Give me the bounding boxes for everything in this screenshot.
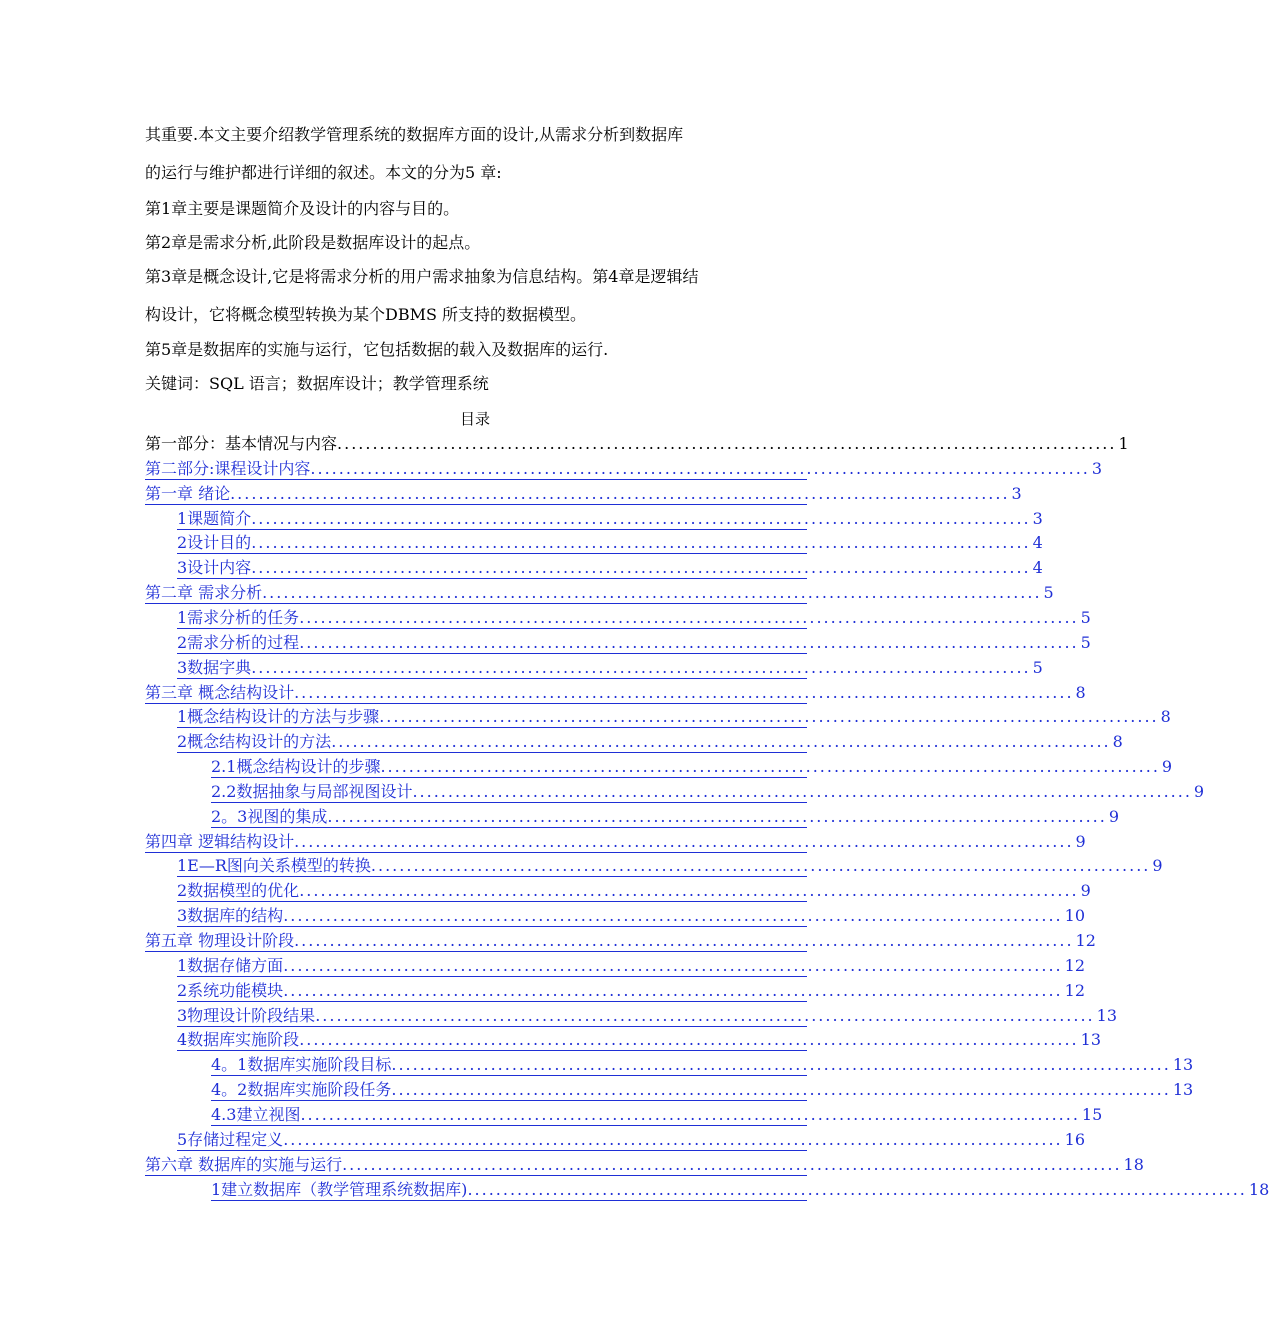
toc-entry[interactable]: [177, 879, 1091, 902]
toc-entry[interactable]: [177, 1028, 1101, 1051]
body-paragraph-line: 其重要.本文主要介绍教学管理系统的数据库方面的设计,从需求分析到数据库: [145, 125, 684, 144]
toc-entry-page-number: 5: [1080, 632, 1091, 652]
toc-entry-label: 1概念结构设计的方法与步骤: [177, 707, 380, 727]
toc-entry-leader-dots: ..............................................................................................................: [283, 906, 1063, 926]
toc-entry-label: 1数据存储方面: [177, 955, 284, 975]
toc-entry-page-number: 12: [1075, 931, 1096, 950]
toc-entry-leader-dots: ..............................................................................................................: [331, 732, 1111, 752]
toc-entry-label: 4。2数据库实施阶段任务: [211, 1080, 392, 1100]
toc-entry-page-number: 16: [1064, 1129, 1085, 1149]
toc-entry-leader-dots: ..............................................................................................................: [412, 781, 1192, 801]
toc-entry-page-number: 8: [1112, 732, 1123, 752]
toc-entry[interactable]: [177, 556, 1043, 579]
toc-entry-page-number: 3: [1091, 458, 1103, 478]
toc-entry-page-number: 18: [1248, 1179, 1269, 1199]
toc-entry-leader-dots: ..............................................................................................................: [380, 757, 1160, 777]
toc-entry-page-number: 8: [1075, 682, 1086, 702]
toc-entry[interactable]: [145, 929, 1096, 952]
toc-entry[interactable]: [177, 507, 1043, 530]
toc-entry-label: 第五章 物理设计阶段: [145, 931, 295, 950]
toc-entry-leader-dots: ..............................................................................................................: [230, 483, 1010, 503]
body-paragraph-line: 第3章是概念设计,它是将需求分析的用户需求抽象为信息结构。第4章是逻辑结: [145, 267, 699, 286]
toc-entry-label: 3数据库的结构: [177, 906, 284, 926]
toc-entry[interactable]: [177, 705, 1171, 728]
toc-entry[interactable]: [211, 1053, 1194, 1076]
toc-entry-page-number: 3: [1011, 483, 1022, 503]
toc-entry[interactable]: [145, 581, 1054, 604]
toc-entry-leader-dots: ..............................................................................................................: [310, 458, 1090, 478]
toc-entry-page-number: 9: [1080, 881, 1091, 901]
toc-entry-page-number: 5: [1080, 607, 1091, 627]
toc-entry-leader-dots: ..............................................................................................................: [283, 1129, 1063, 1149]
toc-entry-leader-dots: ..............................................................................................................: [391, 1055, 1171, 1075]
toc-entry-page-number: 3: [1032, 508, 1043, 528]
body-paragraph-line: 第2章是需求分析,此阶段是数据库设计的起点。: [145, 233, 481, 252]
toc-entry[interactable]: [211, 755, 1173, 778]
toc-entry-page-number: 1: [1118, 434, 1129, 453]
toc-entry-label: 2.2数据抽象与局部视图设计: [211, 781, 413, 801]
toc-entry-page-number: 18: [1123, 1154, 1144, 1174]
toc-entry-leader-dots: ..............................................................................................................: [370, 856, 1151, 876]
toc-entry-label: 2需求分析的过程: [177, 632, 300, 652]
toc-entry-label: 4数据库实施阶段: [177, 1030, 300, 1050]
toc-entry[interactable]: [145, 457, 1103, 480]
toc-entry-leader-dots: ..............................................................................................................: [299, 632, 1079, 652]
toc-entry-page-number: 13: [1172, 1055, 1194, 1075]
toc-entry-leader-dots: ..............................................................................................................: [283, 980, 1063, 1000]
toc-entry-page-number: 13: [1080, 1030, 1101, 1050]
toc-entry[interactable]: [177, 730, 1123, 753]
toc-entry-label: 2。3视图的集成: [211, 806, 328, 826]
toc-entry[interactable]: [145, 830, 1086, 853]
toc-entry-page-number: 12: [1064, 955, 1085, 975]
toc-entry-leader-dots: ..............................................................................................................: [391, 1080, 1171, 1100]
toc-entry-page-number: 5: [1032, 657, 1043, 677]
toc-entry-label: 1建立数据库（教学管理系统数据库): [211, 1179, 468, 1199]
toc-entry-page-number: 4: [1032, 558, 1043, 578]
toc-entry-page-number: 13: [1096, 1005, 1117, 1025]
toc-entry-page-number: 10: [1064, 906, 1085, 926]
toc-entry[interactable]: [177, 656, 1043, 679]
toc-entry-label: 2设计目的: [177, 533, 252, 553]
toc-entry[interactable]: [177, 1128, 1085, 1151]
toc-entry-page-number: 12: [1064, 980, 1085, 1000]
toc-entry[interactable]: [211, 1103, 1103, 1126]
toc-entry-leader-dots: ..............................................................................................................: [251, 558, 1031, 578]
toc-entry-leader-dots: ..............................................................................................................: [342, 1154, 1122, 1174]
toc-entry-label: 1需求分析的任务: [177, 607, 300, 627]
toc-entry-label: 4。1数据库实施阶段目标: [211, 1055, 392, 1075]
toc-entry-label: 3物理设计阶段结果: [177, 1005, 316, 1025]
toc-entry-leader-dots: ..............................................................................................................: [262, 583, 1042, 603]
toc-entry-leader-dots: ..............................................................................................................: [315, 1005, 1095, 1025]
toc-entry[interactable]: [211, 780, 1205, 803]
toc-entry-leader-dots: ..............................................................................................................: [294, 682, 1074, 702]
toc-entry-leader-dots: ..............................................................................................................: [299, 1030, 1079, 1050]
toc-entry[interactable]: [177, 531, 1043, 554]
toc-entry-leader-dots: ..............................................................................................................: [283, 955, 1063, 975]
toc-title: 目录: [459, 410, 490, 428]
toc-entry-page-number: 9: [1152, 856, 1163, 876]
body-paragraph-line: 第5章是数据库的实施与运行，它包括数据的载入及数据库的运行.: [145, 340, 609, 359]
toc-entry[interactable]: [145, 681, 1086, 704]
toc-entry-leader-dots: ..............................................................................................................: [327, 806, 1107, 826]
toc-entry-page-number: 4: [1032, 533, 1043, 553]
toc-entry-label: 第一章 绪论: [145, 483, 231, 503]
toc-entry[interactable]: [211, 1178, 1269, 1201]
toc-entry-label: 第二章 需求分析: [145, 583, 263, 603]
toc-entry-page-number: 9: [1075, 831, 1086, 851]
toc-entry-leader-dots: ..............................................................................................................: [379, 707, 1159, 727]
toc-entry-page-number: 5: [1043, 583, 1054, 603]
toc-entry-label: 1课题简介: [177, 508, 252, 528]
toc-entry-label: 5存储过程定义: [177, 1129, 284, 1149]
toc-entry[interactable]: [211, 805, 1120, 828]
body-paragraph-line: 构设计，它将概念模型转换为某个DBMS 所支持的数据模型。: [145, 305, 587, 324]
toc-entry[interactable]: [177, 954, 1085, 977]
toc-entry-page-number: 13: [1172, 1080, 1194, 1100]
toc-entry-label: 第三章 概念结构设计: [145, 682, 295, 702]
body-paragraph-line: 第1章主要是课题简介及设计的内容与目的。: [145, 199, 460, 218]
toc-entry[interactable]: [145, 1153, 1144, 1176]
toc-entry-leader-dots: ..............................................................................................................: [294, 831, 1074, 851]
toc-entry-leader-dots: ..............................................................................................................: [299, 607, 1079, 627]
toc-entry-leader-dots: ..............................................................................................................: [337, 434, 1117, 453]
toc-entry-label: 3设计内容: [177, 558, 252, 578]
toc-entry-leader-dots: ..............................................................................................................: [251, 533, 1031, 553]
toc-entry[interactable]: [177, 904, 1085, 927]
toc-entry: [145, 432, 1129, 454]
toc-entry-label: 第四章 逻辑结构设计: [145, 831, 295, 851]
toc-entry-leader-dots: ..............................................................................................................: [299, 881, 1079, 901]
toc-entry-leader-dots: ..............................................................................................................: [467, 1179, 1247, 1199]
toc-entry-page-number: 8: [1160, 707, 1171, 727]
toc-entry-label: 第二部分:课程设计内容: [145, 458, 311, 478]
toc-entry[interactable]: [177, 1004, 1117, 1027]
toc-entry[interactable]: [211, 1078, 1194, 1101]
toc-entry-label: 2数据模型的优化: [177, 881, 300, 901]
toc-entry[interactable]: [177, 631, 1091, 654]
toc-entry-leader-dots: ..............................................................................................................: [294, 931, 1074, 950]
toc-entry-label: 1E—R图向关系模型的转换: [177, 856, 371, 876]
toc-entry-label: 3数据字典: [177, 657, 252, 677]
toc-entry-leader-dots: ..............................................................................................................: [300, 1104, 1080, 1124]
toc-entry[interactable]: [177, 606, 1091, 629]
toc-entry-page-number: 9: [1108, 806, 1120, 826]
toc-entry-leader-dots: ..............................................................................................................: [251, 508, 1031, 528]
toc-entry[interactable]: [177, 854, 1163, 877]
toc-entry-page-number: 15: [1081, 1104, 1103, 1124]
toc-entry[interactable]: [177, 979, 1085, 1002]
toc-entry-page-number: 9: [1161, 757, 1173, 777]
toc-entry-leader-dots: ..............................................................................................................: [251, 657, 1031, 677]
toc-entry[interactable]: [145, 482, 1022, 505]
toc-entry-page-number: 9: [1193, 781, 1205, 801]
toc-entry-label: 2概念结构设计的方法: [177, 732, 332, 752]
toc-entry-label: 第一部分：基本情况与内容: [145, 434, 338, 453]
body-paragraph-line: 的运行与维护都进行详细的叙述。本文的分为5 章:: [145, 163, 502, 182]
toc-entry-label: 2.1概念结构设计的步骤: [211, 757, 381, 777]
toc-entry-label: 4.3建立视图: [211, 1104, 301, 1124]
keywords-line: 关键词：SQL 语言；数据库设计；教学管理系统: [145, 374, 489, 393]
toc-entry-label: 2系统功能模块: [177, 980, 284, 1000]
toc-entry-label: 第六章 数据库的实施与运行: [145, 1154, 343, 1174]
